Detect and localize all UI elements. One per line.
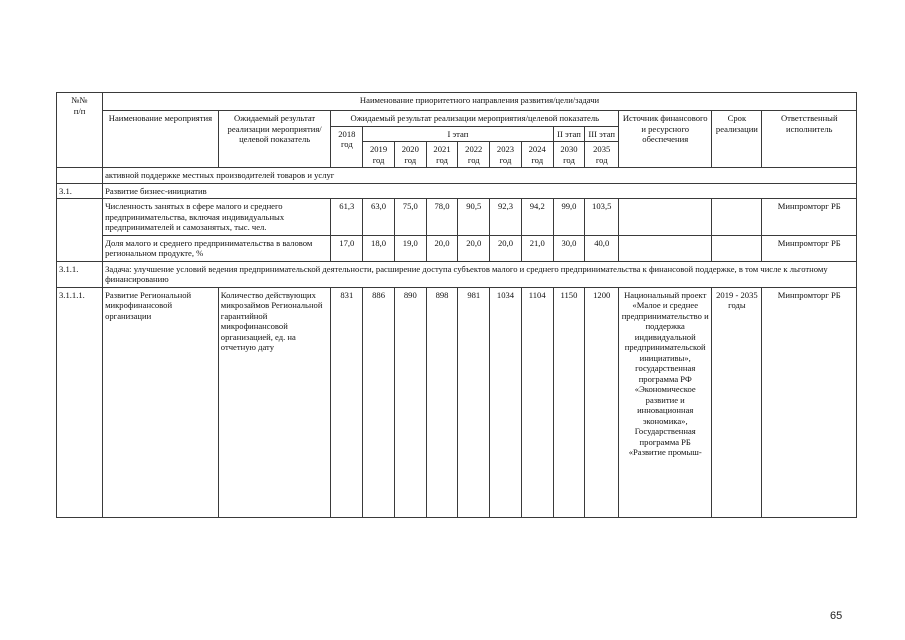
header-year: 2035 год — [585, 142, 619, 168]
header-expected-result: Ожидаемый результат реализации мероприятия/целевой показатель — [218, 111, 331, 168]
header-stage-2: II этап — [553, 126, 585, 142]
value-cell: 99,0 — [553, 199, 585, 236]
header-source: Источник финансового и ресурсного обеспечения — [619, 111, 712, 168]
value-cell: 1104 — [521, 287, 553, 517]
header-term: Срок реализации — [712, 111, 762, 168]
plan-table — [56, 92, 857, 518]
header-priority-title: Наименование приоритетного направления развития/цели/задачи — [103, 93, 857, 111]
value-cell: 981 — [458, 287, 490, 517]
row-3111-responsible: Минпромторг РБ — [762, 287, 857, 517]
share-indicator-name: Доля малого и среднего предпринимательства в валовом региональном продукте, % — [103, 235, 331, 261]
value-cell: 30,0 — [553, 235, 585, 261]
row-3111-event: Развитие Региональной микрофинансовой организации — [103, 287, 219, 517]
empty-cell — [57, 199, 103, 262]
header-expected-result-group: Ожидаемый результат реализации мероприятия/целевой показатель — [331, 111, 619, 127]
header-year: 2022 год — [458, 142, 490, 168]
header-year: 2020 год — [394, 142, 426, 168]
empty-cell — [712, 199, 762, 236]
value-cell: 94,2 — [521, 199, 553, 236]
value-cell: 18,0 — [363, 235, 395, 261]
header-year-2018: 2018 год — [331, 126, 363, 168]
header-year: 2019 год — [363, 142, 395, 168]
support-row-text: активной поддержке местных производителей товаров и услуг — [103, 168, 857, 184]
header-year: 2030 год — [553, 142, 585, 168]
value-cell: 20,0 — [426, 235, 458, 261]
value-cell: 63,0 — [363, 199, 395, 236]
value-cell: 20,0 — [490, 235, 522, 261]
page-number: 65 — [830, 610, 843, 622]
value-cell: 90,5 — [458, 199, 490, 236]
row-3111-number: 3.1.1.1. — [57, 287, 103, 517]
header-responsible: Ответственный исполнитель — [762, 111, 857, 168]
value-cell: 890 — [394, 287, 426, 517]
value-cell: 21,0 — [521, 235, 553, 261]
value-cell: 1150 — [553, 287, 585, 517]
header-stage-1: I этап — [363, 126, 553, 142]
value-cell: 1034 — [490, 287, 522, 517]
value-cell: 61,3 — [331, 199, 363, 236]
row-3111-source: Национальный проект «Малое и среднее предпринимательство и поддержка индивидуальной предпринимательской инициативы», государственная программа РФ «Экономическое развитие и инновационная экономика», Государственная программа РБ «Развитие промыш- — [619, 287, 712, 517]
header-stage-3: III этап — [585, 126, 619, 142]
header-number-column: №№ п/п — [57, 93, 103, 168]
header-year: 2023 год — [490, 142, 522, 168]
value-cell: 78,0 — [426, 199, 458, 236]
row-311-task-text: Задача: улучшение условий ведения предпринимательской деятельности, расширение доступа субъектов малого и среднего предпринимательства к финансовой поддержке, в том числе к льготному финансированию — [103, 261, 857, 287]
header-event-name: Наименование мероприятия — [103, 111, 219, 168]
row-3111-term: 2019 - 2035 годы — [712, 287, 762, 517]
value-cell: 103,5 — [585, 199, 619, 236]
value-cell: 831 — [331, 287, 363, 517]
empty-cell — [619, 235, 712, 261]
value-cell: 1200 — [585, 287, 619, 517]
employed-responsible: Минпромторг РБ — [762, 199, 857, 236]
value-cell: 19,0 — [394, 235, 426, 261]
employed-indicator-name: Численность занятых в сфере малого и среднего предпринимательства, включая индивидуальных предпринимателей и самозанятых, тыс. чел. — [103, 199, 331, 236]
empty-cell — [619, 199, 712, 236]
empty-cell — [57, 168, 103, 184]
value-cell: 20,0 — [458, 235, 490, 261]
share-responsible: Минпромторг РБ — [762, 235, 857, 261]
value-cell: 92,3 — [490, 199, 522, 236]
value-cell: 75,0 — [394, 199, 426, 236]
row-31-text: Развитие бизнес-инициатив — [103, 183, 857, 199]
row-3111-result: Количество действующих микрозаймов Региональной гарантийной микрофинансовой организацией, ед. на отчетную дату — [218, 287, 331, 517]
header-year: 2024 год — [521, 142, 553, 168]
row-311-number: 3.1.1. — [57, 261, 103, 287]
empty-cell — [712, 235, 762, 261]
header-year: 2021 год — [426, 142, 458, 168]
value-cell: 898 — [426, 287, 458, 517]
row-31-number: 3.1. — [57, 183, 103, 199]
value-cell: 886 — [363, 287, 395, 517]
value-cell: 17,0 — [331, 235, 363, 261]
value-cell: 40,0 — [585, 235, 619, 261]
